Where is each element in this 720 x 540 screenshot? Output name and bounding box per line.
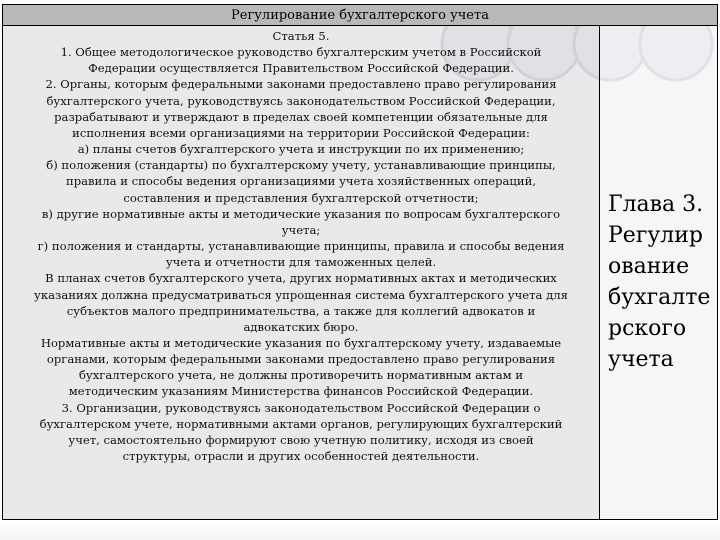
chapter-title-cell — [600, 26, 718, 520]
article-line: структуры, отрасли и других особенностей деятельности. — [122, 449, 480, 464]
article-line: учета и отчетности для таможенных целей. — [165, 255, 437, 270]
article-line: Статья 5. — [272, 29, 330, 43]
article-line: субъектов малого предпринимательства, а также для коллегий адвокатов и — [66, 303, 536, 318]
article-line: б) положения (стандарты) по бухгалтерскому учету, устанавливающие принципы, — [46, 158, 556, 173]
bottom-shade — [0, 520, 720, 540]
article-line: разрабатывают и утверждают в пределах своей компетенции обязательные для — [54, 109, 548, 124]
article-line: бухгалтерского учета, не должны противоречить нормативным актам и — [78, 368, 524, 383]
article-line: исполнения всеми организациями на территории Российской Федерации: — [72, 125, 530, 140]
article-line: учет, самостоятельно формируют свою учетную политику, исходя из своей — [68, 432, 534, 447]
chapter-title-line: рского — [608, 315, 687, 341]
article-line: органами, которым федеральными законами предоставлено право регулирования — [46, 352, 556, 367]
chapter-title-line: учета — [608, 346, 674, 372]
chapter-title-line: Регулир — [608, 222, 704, 248]
chapter-title — [600, 171, 710, 375]
table-body-row — [2, 26, 718, 520]
article-text-cell — [2, 26, 600, 520]
chapter-title-line: ование — [608, 253, 690, 279]
article-line: правила и способы ведения организациями учета хозяйственных операций, — [65, 174, 537, 189]
table-header — [2, 4, 718, 26]
header-title: Регулирование бухгалтерского учета — [231, 7, 489, 23]
article-line: 3. Организации, руководствуясь законодательством Российской Федерации о — [61, 400, 541, 415]
article-line: в) другие нормативные акты и методические указания по вопросам бухгалтерского — [41, 206, 561, 221]
article-line: 1. Общее методологическое руководство бухгалтерским учетом в Российской — [60, 45, 542, 60]
article-line: указаниях должна предусматриваться упрощенная система бухгалтерского учета для — [34, 287, 568, 302]
article-line: учета; — [281, 222, 321, 237]
article-line: 2. Органы, которым федеральными законами предоставлено право регулирования — [45, 77, 557, 92]
article-line: Нормативные акты и методические указания по бухгалтерскому учету, издаваемые — [40, 335, 562, 350]
article-line: адвокатских бюро. — [243, 319, 359, 334]
article-line: составления и представления бухгалтерской отчетности; — [123, 190, 479, 205]
article-line: а) планы счетов бухгалтерского учета и инструкции по их применению; — [77, 142, 525, 157]
article-line: Федерации осуществляется Правительством Российской Федерации. — [88, 61, 514, 76]
chapter-title-line: Глава 3. — [608, 191, 704, 217]
article-line: г) положения и стандарты, устанавливающие принципы, правила и способы ведения — [37, 239, 565, 254]
article-line: методическим указаниям Министерства финансов Российской Федерации. — [68, 384, 534, 399]
article-line: бухгалтерского учета, руководствуясь законодательством Российской Федерации, — [46, 93, 556, 108]
article-line: В планах счетов бухгалтерского учета, других нормативных актах и методических — [45, 271, 557, 286]
content-table — [2, 4, 718, 520]
chapter-title-line: бухгалте — [608, 284, 711, 310]
article-line: бухгалтерском учете, нормативными актами органов, регулирующих бухгалтерский — [39, 416, 563, 431]
